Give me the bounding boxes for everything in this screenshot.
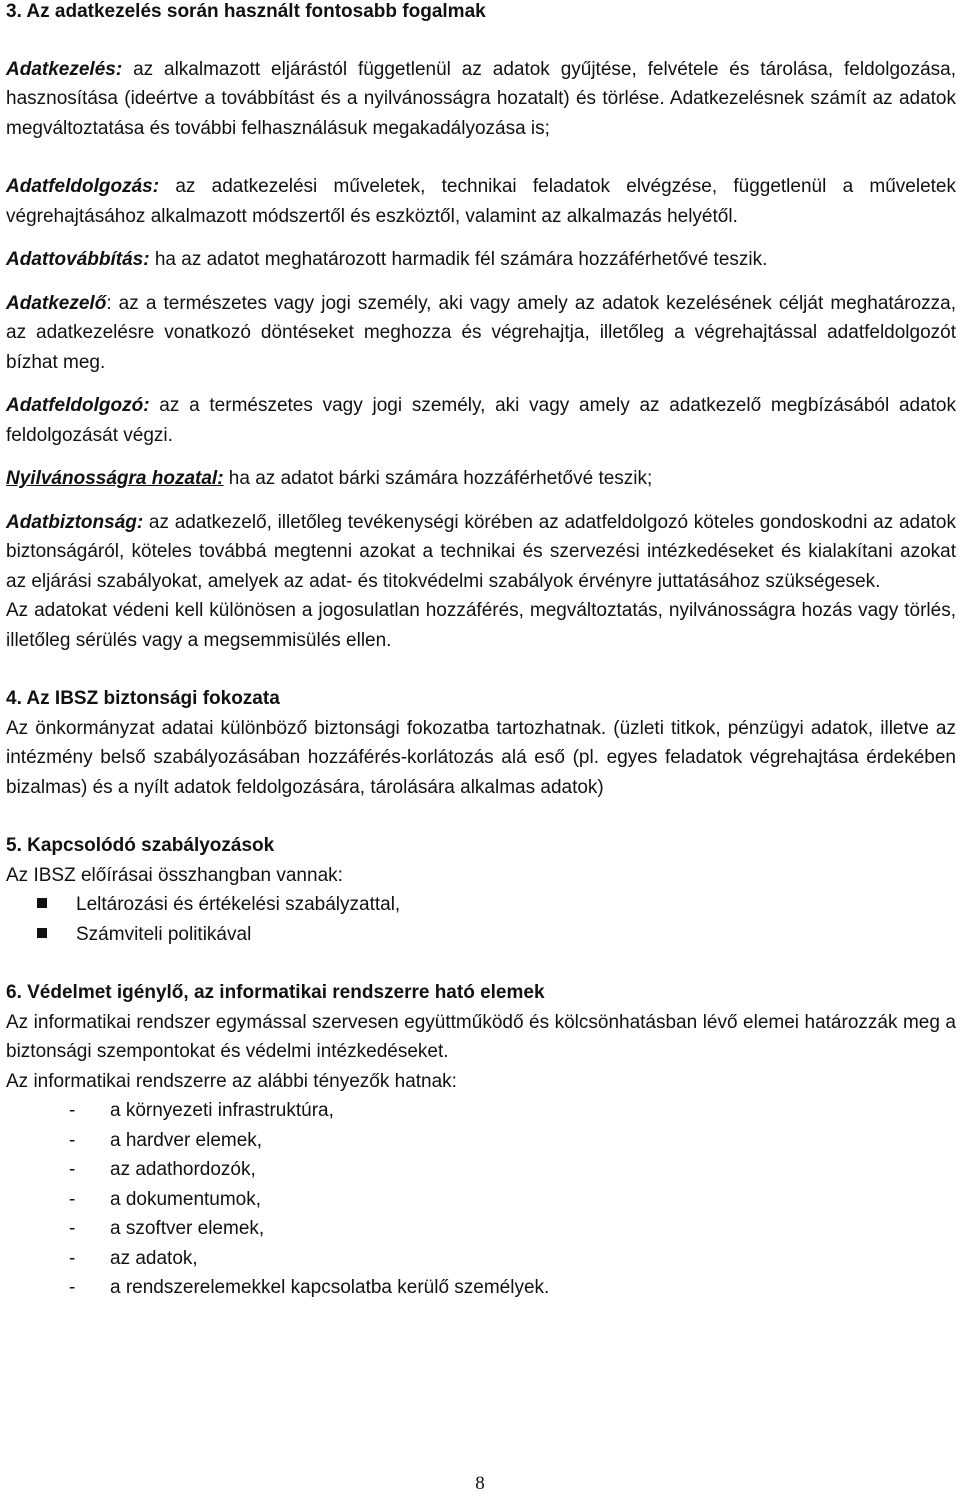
dash-bullet: - <box>69 1159 76 1180</box>
list-item: Leltározási és értékelési szabályzattal, <box>6 890 956 920</box>
section-6-text-2: Az informatikai rendszerre az alábbi tényezők hatnak: <box>6 1070 457 1092</box>
list-item: - az adatok, <box>6 1244 956 1274</box>
definition-text: az a természetes vagy jogi személy, aki vagy amely az adatkezelő megbízásából adatok feldolgozását végzi. <box>6 395 956 446</box>
term-adatkezeles: Adatkezelés: <box>6 58 123 80</box>
definition-text: ha az adatot meghatározott harmadik fél számára hozzáférhetővé teszik. <box>149 249 768 270</box>
dash-bullet: - <box>69 1247 76 1269</box>
definition-text: az adatkezelési műveletek, technikai feladatok elvégzése, függetlenül a műveletek végrehajtásához alkalmazott módszertől és eszköztől, valamint az alkalmazás helyétől. <box>6 176 956 227</box>
section-4-heading: 4. Az IBSZ biztonsági fokozata <box>6 688 280 709</box>
square-bullet-icon <box>37 928 47 938</box>
definition-text: az alkalmazott eljárástól függetlenül az adatok gyűjtése, felvétele és tárolása, feldolgozása, hasznosítása (ideértve a továbbítást és a nyilvánosságra hozatalt) és törlése. Adatkezelésnek számít az adatok megváltoztatása és további felhasználásuk megakadályozása is; <box>6 58 956 139</box>
definition-text: ha az adatot bárki számára hozzáférhetővé teszik; <box>223 468 653 489</box>
dash-bullet: - <box>69 1277 76 1298</box>
list-item: - az adathordozók, <box>6 1155 956 1185</box>
definition-adattovabbitas <box>6 245 956 275</box>
section-5-heading: 5. Kapcsolódó szabályozások <box>6 835 275 856</box>
term-nyilvanossag: Nyilvánosságra hozatal: <box>6 468 224 489</box>
list-item: - a környezeti infrastruktúra, <box>6 1096 956 1126</box>
document-page <box>6 0 956 1303</box>
section-5-intro: Az IBSZ előírásai összhangban vannak: <box>6 864 343 886</box>
definition-adatbiztonsag <box>6 508 956 597</box>
factor-list <box>6 1096 956 1303</box>
dash-bullet: - <box>69 1188 76 1210</box>
term-adatkezelo: Adatkezelő <box>6 292 107 314</box>
definition-adatfeldolgozo <box>6 391 956 450</box>
dash-bullet: - <box>69 1218 76 1239</box>
definition-text: az adatkezelő, illetőleg tevékenységi körében az adatfeldolgozó köteles gondoskodni az adatok biztonságáról, köteles továbbá megtenni azokat a technikai és szervezési intézkedéseket és kialakítani azokat az eljárási szabályokat, amelyek az adat- és titokvédelmi szabályok érvényre juttatásához szükségesek. <box>6 511 956 592</box>
definition-adatfeldolgozas <box>6 172 956 231</box>
term-adatfeldolgozas: Adatfeldolgozás: <box>6 176 160 197</box>
list-item: - a szoftver elemek, <box>6 1214 956 1244</box>
list-item: - a rendszerelemekkel kapcsolatba kerülő személyek. <box>6 1273 956 1303</box>
definition-adatkezeles <box>6 55 956 144</box>
dash-bullet: - <box>69 1100 76 1121</box>
square-bullet-icon <box>37 898 47 908</box>
definition-nyilvanossag <box>6 464 956 494</box>
section-6-text-1: Az informatikai rendszer egymással szervesen együttműködő és kölcsönhatásban lévő elemei határozzák meg a biztonsági szempontokat és védelmi intézkedéseket. <box>6 1011 956 1062</box>
page-number: 8 <box>475 1473 485 1494</box>
list-item: - a hardver elemek, <box>6 1126 956 1156</box>
term-adatbiztonsag: Adatbiztonság: <box>6 511 144 533</box>
definition-adatkezelo <box>6 289 956 378</box>
term-adatfeldolgozo: Adatfeldolgozó: <box>6 395 150 416</box>
list-item: - a dokumentumok, <box>6 1185 956 1215</box>
term-adattovabbitas: Adattovábbítás: <box>6 249 150 270</box>
dash-bullet: - <box>69 1129 76 1151</box>
definition-text: : az a természetes vagy jogi személy, aki vagy amely az adatok kezelésének célját meghatározza, az adatkezelésre vonatkozó döntéseket meghozza és végrehajtja, illetőleg a végrehajtással adatfeldolgozót bízhat meg. <box>6 292 956 373</box>
section-3-heading: 3. Az adatkezelés során használt fontosabb fogalmak <box>6 1 486 22</box>
list-item: Számviteli politikával <box>6 920 956 950</box>
section-6-heading: 6. Védelmet igénylő, az informatikai rendszerre ható elemek <box>6 982 545 1003</box>
section-4-text: Az önkormányzat adatai különböző biztonsági fokozatba tartozhatnak. (üzleti titkok, pénzügyi adatok, illetve az intézmény belső szabályozásában hozzáférés-korlátozás alá eső (pl. egyes feladatok végrehajtása érdekében bizalmas) és a nyílt adatok feldolgozására, tárolására alkalmas adatok) <box>6 717 956 798</box>
adatbiztonsag-continuation: Az adatokat védeni kell különösen a jogosulatlan hozzáférés, megváltoztatás, nyilvánosságra hozás vagy törlés, illetőleg sérülés vagy a megsemmisülés ellen. <box>6 600 956 651</box>
regulation-list <box>6 890 956 949</box>
